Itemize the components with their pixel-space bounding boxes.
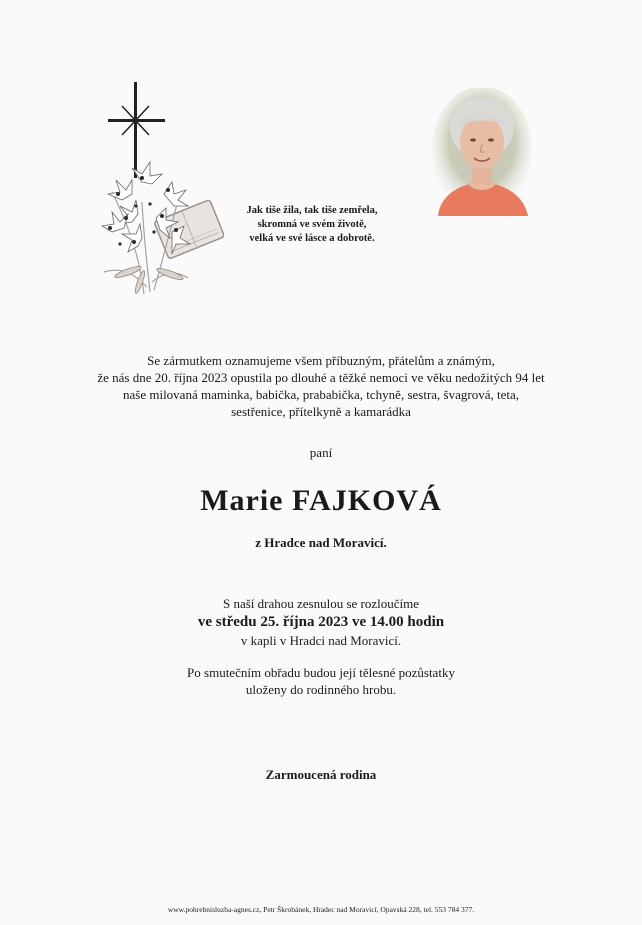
motto-line: Jak tiše žila, tak tiše zemřela, <box>246 205 378 216</box>
farewell-info <box>0 595 642 649</box>
farewell-datetime: ve středu 25. října 2023 ve 14.00 hodin <box>197 614 445 630</box>
announcement-line: naše milovaná maminka, babička, prababička, tchyně, sestra, švagrová, teta, <box>123 387 519 402</box>
farewell-place: v kapli v Hradci nad Moravicí. <box>240 633 402 648</box>
announcement-line: že nás dne 20. října 2023 opustila po dlouhé a těžké nemoci ve věku nedožitých 94 let <box>97 370 545 385</box>
signature: Zarmoucená rodina <box>265 767 377 782</box>
burial-line: Po smutečním obřadu budou její tělesné pozůstatky <box>187 665 455 680</box>
announcement <box>0 352 642 420</box>
motto <box>232 204 392 246</box>
motto-line: velká ve své lásce a dobrotě. <box>249 233 375 244</box>
deceased-name: Marie FAJKOVÁ <box>200 484 442 517</box>
burial-info <box>0 664 642 698</box>
footer-contact: www.pohrebnisluzba-agnes.cz, Petr Škrobánek, Hradec nad Moravicí, Opavská 228, tel. 553 784 377. <box>167 905 475 914</box>
farewell-intro: S naší drahou zesnulou se rozloučíme <box>222 596 420 611</box>
motto-line: skromná ve svém životě, <box>257 219 367 230</box>
deceased-origin: z Hradce nad Moravicí. <box>255 535 387 550</box>
cross-with-lilies-and-book-icon <box>92 82 224 300</box>
burial-line: uloženy do rodinného hrobu. <box>245 682 397 697</box>
announcement-line: sestřenice, přítelkyně a kamarádka <box>231 404 411 419</box>
honorific: paní <box>309 445 333 460</box>
announcement-line: Se zármutkem oznamujeme všem příbuzným, přátelům a známým, <box>147 353 495 368</box>
portrait-photo <box>432 88 532 216</box>
